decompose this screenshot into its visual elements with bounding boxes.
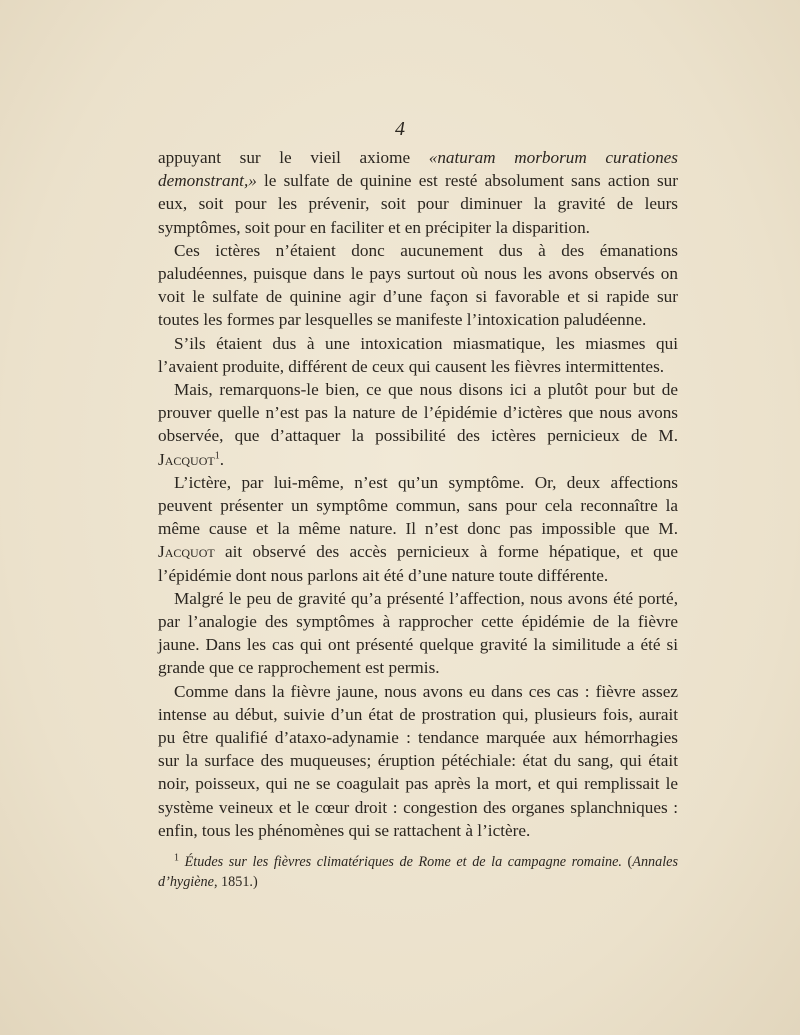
footnote-year: , 1851.)	[213, 874, 258, 891]
footnote-journal: Annales d’hygiène	[158, 854, 678, 891]
paragraph-3: S’ils étaient dus à une intoxication miasmatique, les miasmes qui l’avaient produite, différent de ceux qui causent les fièvres intermittentes.	[158, 333, 678, 376]
paragraph-5-text-a: L’ictère, par lui-même, n’est qu’un symptôme. Or, deux affections peuvent présenter un symptôme commun, sans pour cela reconnaître la même cause et la même nature. Il n’est donc pas impossible que M.	[158, 472, 678, 539]
body-text	[158, 146, 678, 892]
latin-quotation: «naturam morborum curationes demonstrant,»	[158, 148, 678, 191]
footnote-paren-open: (	[621, 854, 633, 871]
paragraph-1	[158, 146, 678, 239]
footnote-title: Études sur les fièvres climatériques de Rome et de la campagne romaine.	[184, 854, 622, 871]
footnote-reference: 1	[214, 449, 220, 461]
paragraph-7: Comme dans la fièvre jaune, nous avons eu dans ces cas : fièvre assez intense au début, suivie d’un état de prostration qui, plusieurs fois, aurait pu être qualifié d’ataxo-adynamie : tendance marquée aux hémorrhagies sur la surface des muqueuses; éruption pétéchiale: état du sang, qui était noir, poisseux, qui ne se coagulait pas après la mort, et qui remplissait le système veineux et le cœur droit : congestion des organes splanchniques : enfin, tous les phénomènes qui se rattachent à l’ictère.	[158, 681, 678, 840]
paragraph-5	[158, 471, 678, 587]
paragraph-6: Malgré le peu de gravité qu’a présenté l’affection, nous avons été porté, par l’analogie des symptômes à rapprocher cette épidémie de la fièvre jaune. Dans les cas qui ont présenté quelque gravité la similitude a été si grande que ce rapprochement est permis.	[158, 588, 678, 678]
paragraph-2: Ces ictères n’étaient donc aucunement dus à des émanations paludéennes, puisque dans le pays surtout où nous les avons observés on voit le sulfate de quinine agir d’une façon si favorable et si rapide sur toutes les formes par lesquelles se manifeste l’intoxication paludéenne.	[158, 240, 678, 330]
author-name: Jacquot	[158, 542, 215, 562]
paragraph-4	[158, 378, 678, 471]
author-name: Jacquot	[158, 449, 215, 469]
paragraph-4-text-a: Mais, remarquons-le bien, ce que nous disons ici a plutôt pour but de prouver quelle n’est pas la nature de l’épidémie d’ictères que nous avons observée, que d’attaquer la possibilité des ictères pernicieux de M.	[158, 380, 678, 446]
footnote-marker: 1	[174, 852, 179, 864]
footnote	[158, 852, 678, 892]
paragraph-1-text-b: le sulfate de quinine est resté absolument sans action sur eux, soit pour les prévenir, soit pour diminuer la gravité de leurs symptômes, soit pour en faciliter et en précipiter la disparition.	[158, 171, 678, 237]
paragraph-5-text-b: ait observé des accès pernicieux à forme hépatique, et que l’épidémie dont nous parlons ait été d’une nature toute différente.	[158, 542, 678, 585]
page-number: 4	[395, 118, 405, 140]
paragraph-4-text-b: .	[219, 449, 224, 469]
paragraph-1-text-a: appuyant sur le vieil axiome	[158, 148, 429, 167]
